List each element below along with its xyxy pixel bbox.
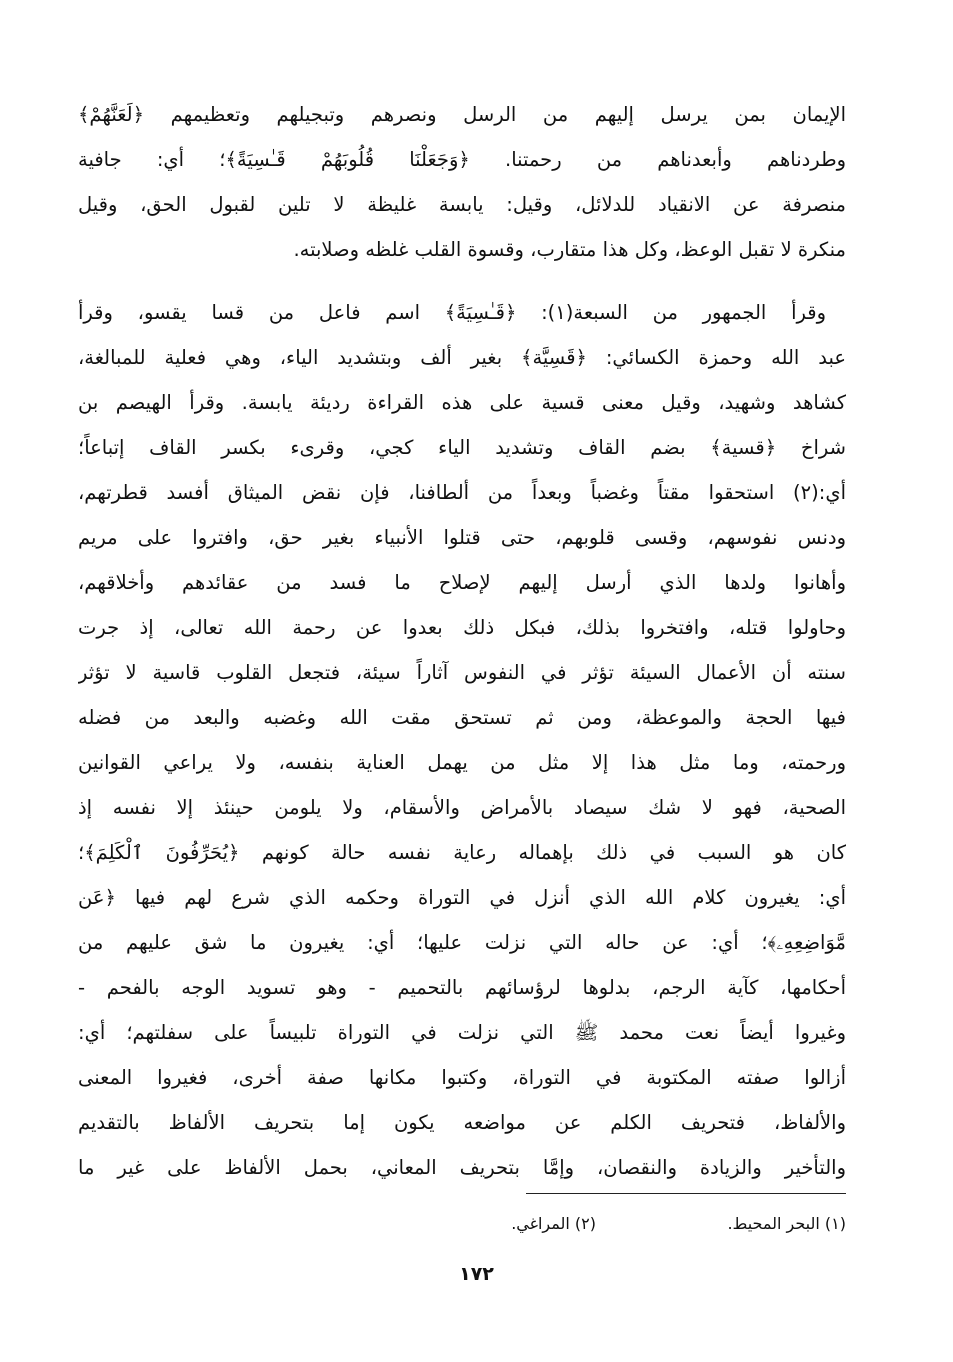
- footnote-divider: [526, 1193, 846, 1194]
- paragraph-1: [78, 92, 846, 272]
- text-line: والتأخير والزيادة والنقصان، وإمَّا بتحريف المعاني، بحمل الألفاظ على غير ما: [78, 1156, 846, 1179]
- text-line: فيها الحجة والموعظة، ومن ثم تستحق مقت الله وغضبه والبعد من فضله: [78, 706, 846, 729]
- text-line: الإيمان بمن يرسل إليهم من الرسل ونصرهم وتبجيلهم وتعظيمهم ﴿لَعَنَّهُمْ﴾: [78, 103, 846, 126]
- text-line: أحكامها، كآية الرجم، بدلوها لرؤسائهم بالتحميم - وهو تسويد الوجه بالفحم -: [78, 976, 846, 999]
- text-line: الصحية، فهو لا شك سيصاد بالأمراض والأسقام، ولا يلومن حينئذ إلا نفسه إذ: [78, 796, 846, 819]
- text-line: مَّوَاضِعِهِۦ﴾؛ أي: عن حاله التي نزلت عليها؛ أي: يغيرون ما شق عليهم من: [78, 931, 846, 954]
- text-line: أزالوا صفته المكتوبة في التوراة، وكتبوا مكانها صفة أخرى، فغيروا المعنى: [78, 1066, 846, 1089]
- text-line: سنته أن الأعمال السيئة تؤثر في النفوس آثاراً سيئة، فتجعل القلوب قاسية لا تؤثر: [78, 661, 846, 684]
- text-line: وقرأ الجمهور من السبعة(١): ﴿قَـٰسِيَةً﴾ اسم فاعل من قسا يقسو، وقرأ: [78, 301, 826, 324]
- text-line: أي: يغيرون كلام الله الذي أنزل في التوراة وحكمه الذي شرع لهم فيها ﴿عَن: [78, 886, 846, 909]
- text-line: عبد الله وحمزة الكسائي: ﴿قَسِيَّة﴾ بغير ألف وبتشديد الياء، وهي فعلية للمبالغة،: [78, 346, 846, 369]
- text-line: منصرفة عن الانقياد للدلائل، وقيل: يابسة غليظة لا تلين لقبول الحق، وقيل: [78, 193, 846, 216]
- text-line: شراخ ﴿قسية﴾ بضم القاف وتشديد الياء كجي، وقرىء بكسر القاف إتباعاً؛: [78, 436, 846, 459]
- text-line: كان هو السبب في ذلك بإهماله رعاية نفسه حالة كونهم ﴿يُحَرِّفُونَ ٱلْكَلِمَ﴾؛: [78, 841, 846, 864]
- page-number: ١٧٢: [459, 1263, 494, 1285]
- text-line: وطردناهم وأبعدناهم من رحمتنا. ﴿وَجَعَلْنَا قُلُوبَهُمْ قَـٰسِيَةً﴾؛ أي: جافية: [78, 148, 846, 171]
- text-line: كشاهد وشهيد، وقيل معنى قسية على هذه القراءة رديئة يابسة. وقرأ الهيصم بن: [78, 391, 846, 414]
- footnote-2: (٢) المراغي.: [511, 1214, 596, 1233]
- text-line: والألفاظ، فتحريف الكلم عن مواضعه يكون إما بتحريف الألفاظ بالتقديم: [78, 1111, 846, 1134]
- text-line: ورحمته، وما مثل هذا إلا مثل من يهمل العناية بنفسه، ولا يراعي القوانين: [78, 751, 846, 774]
- text-line: وحاولوا قتله، وافتخروا بذلك، فبكل ذلك بعدوا عن رحمة الله تعالى، إذ جرت: [78, 616, 846, 639]
- footnotes: [78, 1210, 846, 1238]
- text-line: ودنس نفوسهم، وقسى قلوبهم، حتى قتلوا الأنبياء بغير حق، وافتروا على مريم: [78, 526, 846, 549]
- text-line: منكرة لا تقبل الوعظ، وكل هذا متقارب، وقسوة القلب غلظه وصلابته.: [293, 238, 846, 261]
- text-line: أي:(٢) استحقوا مقتاً وغضباً وبعداً من ألطافنا، فإن نقض الميثاق أفسد قطرتهم،: [78, 481, 846, 504]
- footnote-1: (١) البحر المحيط.: [727, 1214, 846, 1233]
- paragraph-2: [78, 290, 846, 1190]
- text-line: وغيروا أيضاً نعت محمد ﷺ التي نزلت في التوراة تلبيساً على سفلتهم؛ أي:: [78, 1021, 846, 1044]
- text-line: وأهانوا ولدها الذي أرسل إليهم لإصلاح ما فسد من عقائدهم وأخلاقهم،: [78, 571, 846, 594]
